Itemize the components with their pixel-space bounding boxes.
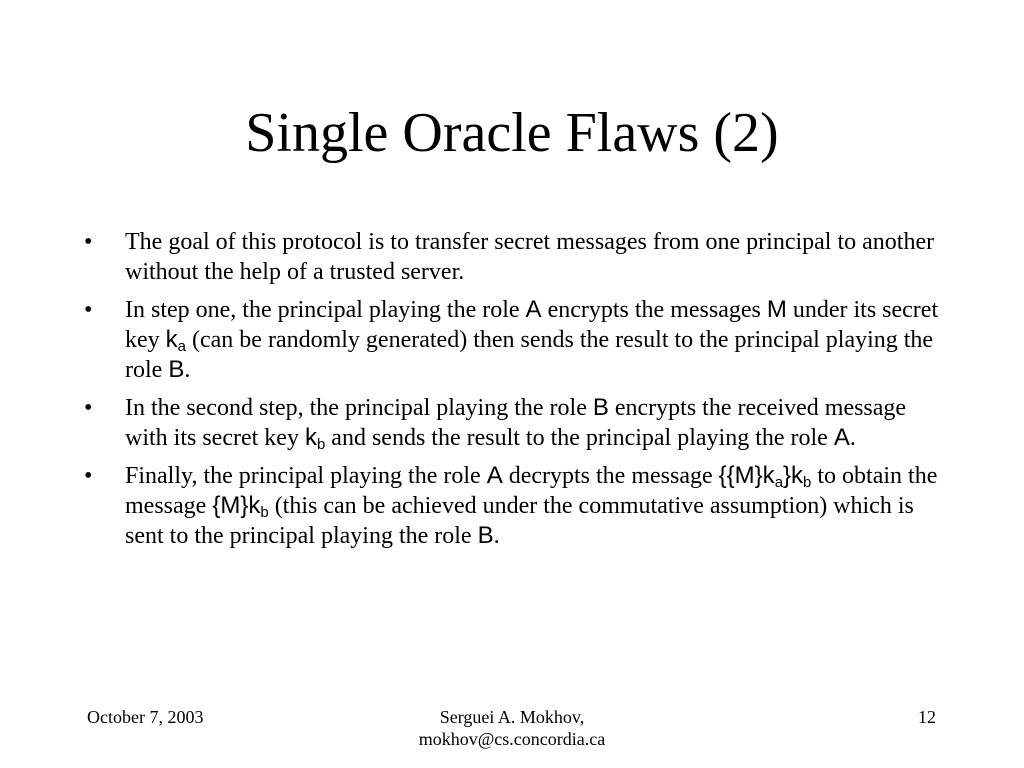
bullet-item-1 — [84, 227, 944, 287]
bullet-text-part: . — [849, 425, 856, 451]
bullet-text-part: to obtain the message — [125, 463, 938, 519]
bullet-item-2 — [84, 295, 944, 385]
bullet-text-part: encrypts the received message with its secret key — [125, 395, 907, 451]
footer-date: October 7, 2003 — [87, 707, 204, 727]
role-a-symbol: A — [525, 296, 542, 323]
key-symbol: k — [304, 424, 317, 451]
expression-part: }k — [783, 462, 804, 489]
message-m-symbol: M — [766, 296, 787, 323]
bullet-text-part: In the second step, the principal playing the role — [125, 395, 593, 421]
footer-author-email: mokhov@cs.concordia.ca — [418, 729, 606, 749]
bullet-marker: • — [84, 463, 93, 489]
bullet-text: The goal of this protocol is to transfer secret messages from one principal to another without the help of a trusted server. — [125, 229, 935, 285]
role-b-symbol: B — [168, 356, 185, 383]
role-a-symbol: A — [486, 462, 503, 489]
expression-part: {M}k — [212, 492, 261, 519]
expression-subscript: b — [803, 474, 812, 491]
bullet-list — [84, 227, 944, 559]
bullet-text-part: In step one, the principal playing the role — [125, 297, 526, 323]
bullet-text-part: decrypts the message — [502, 463, 719, 489]
bullet-text-part: encrypts the messages — [541, 297, 767, 323]
bullet-marker: • — [84, 297, 93, 323]
expression-subscript: a — [774, 474, 784, 491]
key-symbol: k — [165, 326, 178, 353]
bullet-marker: • — [84, 395, 93, 421]
bullet-item-3 — [84, 393, 944, 453]
expression-part: {{M}k — [718, 462, 775, 489]
page-number: 12 — [918, 707, 936, 727]
role-a-symbol: A — [833, 424, 850, 451]
expression-subscript: b — [260, 504, 269, 521]
role-b-symbol: B — [592, 394, 609, 421]
bullet-text-part: (can be randomly generated) then sends the result to the principal playing the role — [125, 327, 934, 383]
bullet-text-part: under its secret key — [125, 297, 939, 353]
slide-title: Single Oracle Flaws (2) — [245, 102, 779, 164]
bullet-text-part: . — [184, 357, 191, 383]
bullet-text-part: Finally, the principal playing the role — [125, 463, 487, 489]
bullet-marker: • — [84, 229, 93, 255]
bullet-text-part: (this can be achieved under the commutative assumption) which is sent to the principal playing the role — [125, 493, 914, 549]
bullet-text-part: and sends the result to the principal playing the role — [325, 425, 834, 451]
key-subscript: a — [177, 338, 186, 355]
key-subscript: b — [316, 436, 326, 453]
bullet-item-4 — [84, 461, 944, 551]
footer-author — [312, 706, 712, 750]
bullet-text-part: . — [493, 523, 500, 549]
role-b-symbol: B — [477, 522, 494, 549]
footer-author-name: Serguei A. Mokhov, — [439, 707, 585, 727]
